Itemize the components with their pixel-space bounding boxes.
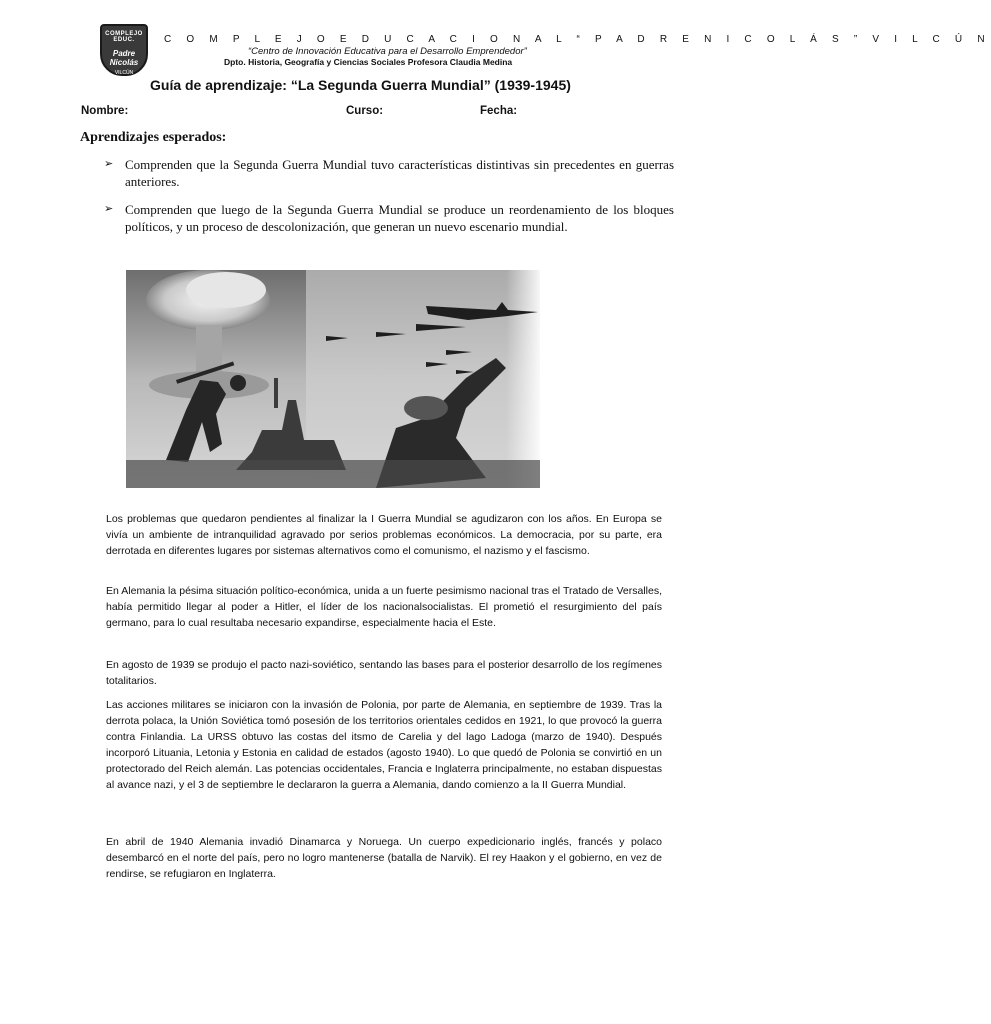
department-line: Dpto. Historia, Geografía y Ciencias Sociales Profesora Claudia Medina xyxy=(224,57,513,67)
date-field-label: Fecha: xyxy=(480,105,518,117)
logo-text-top: COMPLEJO EDUC. xyxy=(105,31,143,43)
body-paragraph: En agosto de 1939 se produjo el pacto nazi-soviético, sentando las bases para el posterior desarrollo de los regímenes totalitarios. xyxy=(106,659,662,687)
name-field-label: Nombre: xyxy=(81,105,129,117)
logo-text-bottom: VILCÚN xyxy=(114,70,134,76)
learning-outcome-item xyxy=(104,156,674,190)
page-title: Guía de aprendizaje: “La Segunda Guerra Mundial” (1939-1945) xyxy=(150,77,571,93)
logo-text-main: Padre Nicolás xyxy=(109,49,139,67)
learning-outcome-item xyxy=(104,201,674,235)
arrow-bullet-icon: ➢ xyxy=(104,203,114,215)
course-field-label: Curso: xyxy=(346,105,384,117)
school-motto: “Centro de Innovación Educativa para el Desarrollo Emprendedor” xyxy=(248,46,527,57)
learning-outcomes-heading: Aprendizajes esperados: xyxy=(80,130,227,145)
learning-outcome-text: Comprenden que luego de la Segunda Guerra Mundial se produce un reordenamiento de los bloques políticos, y un proceso de descolonización, que generan un nuevo escenario mundial. xyxy=(125,202,674,234)
body-paragraph: Las acciones militares se iniciaron con la invasión de Polonia, por parte de Alemania, en septiembre de 1939. Tras la derrota polaca, la Unión Soviética tomó posesión de los territorios orientales cedidos en 1921, lo que provocó la guerra contra Finlandia. La URSS obtuvo las costas del itsmo de Carelia y del lago Ladoga (marzo de 1940). Después incorporó Lituania, Letonia y Estonia en calidad de estados (agosto 1940). Lo que quedó de Polonia se convirtió en un protectorado del Reich alemán. Las potencias occidentales, Francia e Inglaterra principalmente, no estaban dispuestas al avance nazi, y el 3 de septiembre le declararon la guerra a Alemania, dando comienzo a la II Guerra Mundial. xyxy=(106,699,662,791)
body-paragraph: En abril de 1940 Alemania invadió Dinamarca y Noruega. Un cuerpo expedicionario inglés, francés y polaco desembarcó en el norte del país, pero no logro mantenerse (batalla de Narvik). El rey Haakon y el gobierno, en vez de rendirse, se refugiaron en Inglaterra. xyxy=(106,836,662,880)
body-paragraph: En Alemania la pésima situación político-económica, unida a un fuerte pesimismo nacional tras el Tratado de Versalles, había permitido llegar al poder a Hitler, el líder de los nacionalsocialistas. El prometió el resurgimiento del país germano, para lo cual resultaba necesario expandirse, especialmente hacia el Este. xyxy=(106,585,662,629)
arrow-bullet-icon: ➢ xyxy=(104,158,114,170)
learning-outcome-text: Comprenden que la Segunda Guerra Mundial tuvo características distintivas sin precedentes en guerras anteriores. xyxy=(125,157,674,189)
ground xyxy=(126,460,540,488)
document-header xyxy=(98,22,991,76)
school-name: C O M P L E J O E D U C A C I O N A L “ P A D R E N I C O L Á S ” V I L C Ú N xyxy=(164,34,991,45)
ww2-collage-image xyxy=(126,270,540,488)
body-paragraph: Los problemas que quedaron pendientes al finalizar la I Guerra Mundial se agudizaron con los años. En Europa se vivía un ambiente de intranquilidad agravado por serios problemas económicos. La democracia, por su parte, era derrotada en diferentes lugares por sistemas alternativos como el comunismo, el nazismo y el fascismo. xyxy=(106,513,662,557)
school-logo xyxy=(100,24,148,76)
